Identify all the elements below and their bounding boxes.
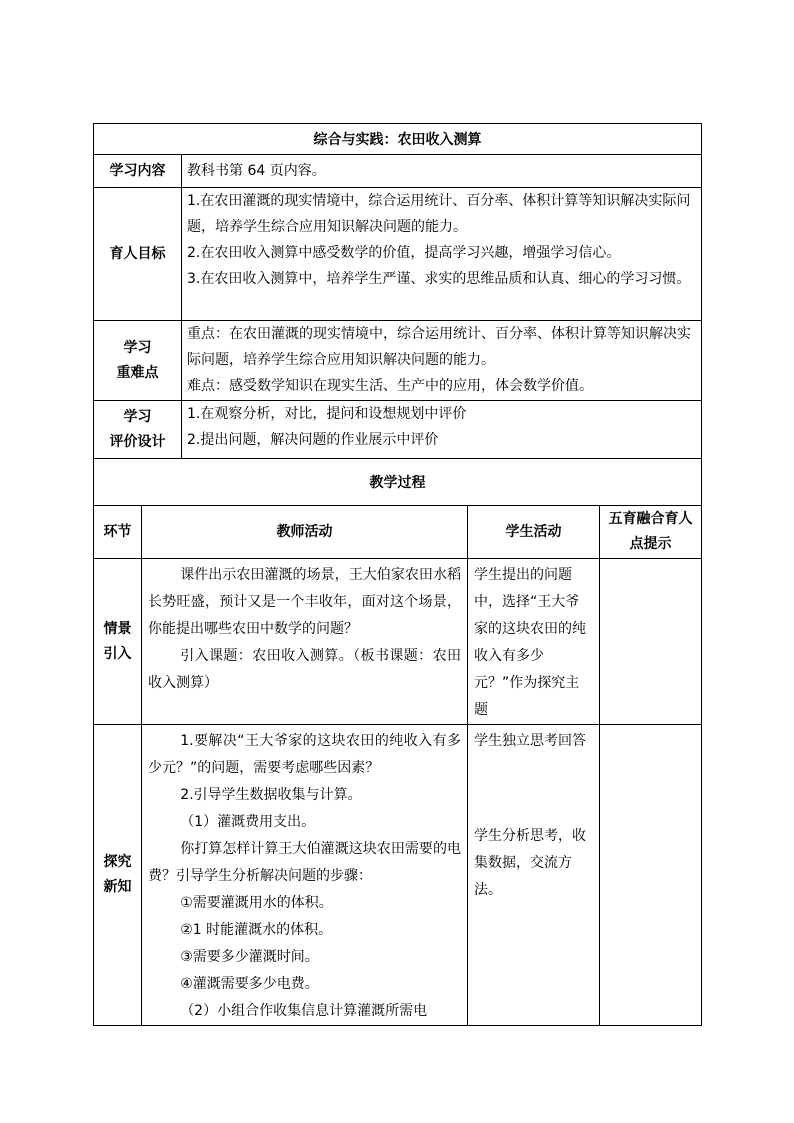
label-line: 重难点 [116, 364, 159, 381]
student-activity-intro [468, 559, 600, 725]
stage-name-line: 情景 [103, 620, 132, 637]
label-line: 学习 [123, 339, 152, 356]
evaluation-item: 2.提出问题，解决问题的作业展示中评价 [187, 432, 439, 448]
process-title: 教学过程 [94, 459, 702, 506]
content-text: 教科书第 64 页内容。 [182, 155, 702, 188]
student-paragraph: 学生提出的问题中，选择“王大爷家的这块农田的纯收入有多少元？”作为探究主题 [474, 567, 586, 718]
teacher-paragraph: ④灌溉需要多少电费。 [180, 976, 319, 992]
hint-intro [600, 559, 702, 725]
teacher-paragraph: 引入课题：农田收入测算。（板书课题：农田收入测算） [148, 648, 461, 691]
evaluation-item: 1.在观察分析，对比，提问和设想规划中评价 [187, 406, 467, 422]
student-activity-explore [468, 725, 600, 1026]
teacher-activity-explore [142, 725, 468, 1026]
goals-list [182, 188, 702, 321]
stage-name-intro [94, 559, 142, 725]
document-title: 综合与实践：农田收入测算 [94, 124, 702, 155]
label-line: 评价设计 [109, 433, 166, 450]
stage-name-line: 引入 [103, 645, 132, 662]
header-stage: 环节 [94, 506, 142, 559]
spacer [474, 755, 593, 823]
goal-item: 2.在农田收入测算中感受数学的价值，提高学习兴趣，增强学习信心。 [187, 245, 621, 261]
teacher-paragraph: 你打算怎样计算王大伯灌溉这块农田需要的电费？引导学生分析解决问题的步骤： [148, 841, 461, 884]
header-student: 学生活动 [468, 506, 600, 559]
key-points-list [182, 321, 702, 401]
teacher-paragraph: ②1 时能灌溉水的体积。 [180, 922, 333, 938]
teacher-paragraph: （1）灌溉费用支出。 [180, 814, 316, 830]
label-goals: 育人目标 [94, 188, 182, 321]
stage-name-explore [94, 725, 142, 1026]
stage-name-line: 探究 [103, 854, 132, 870]
teacher-activity-intro [142, 559, 468, 725]
label-evaluation [94, 401, 182, 459]
stage-name-line: 新知 [103, 879, 132, 895]
key-point-item: 难点：感受数学知识在现实生活、生产中的应用，体会数学价值。 [187, 378, 593, 394]
teacher-paragraph: ①需要灌溉用水的体积。 [180, 895, 333, 911]
teacher-paragraph: 课件出示农田灌溉的场景，王大伯家农田水稻长势旺盛，预计又是一个丰收年，面对这个场景，你能提出哪些农田中数学的问题？ [148, 567, 461, 637]
key-point-item: 重点：在农田灌溉的现实情境中，综合运用统计、百分率、体积计算等知识解决实际问题，培养学生综合应用知识解决问题的能力。 [187, 326, 691, 368]
header-teacher: 教师活动 [142, 506, 468, 559]
goal-item: 1.在农田灌溉的现实情境中，综合运用统计、百分率、体积计算等知识解决实际问题，培养学生综合应用知识解决问题的能力。 [187, 193, 691, 235]
teacher-paragraph: 1.要解决“王大爷家的这块农田的纯收入有多少元？”的问题，需要考虑哪些因素？ [148, 733, 461, 776]
label-content: 学习内容 [94, 155, 182, 188]
teacher-paragraph: ③需要多少灌溉时间。 [180, 949, 319, 965]
hint-explore [600, 725, 702, 1026]
evaluation-list [182, 401, 702, 459]
lesson-plan-table [93, 123, 702, 1026]
goal-item: 3.在农田收入测算中，培养学生严谨、求实的思维品质和认真、细心的学习习惯。 [187, 271, 691, 287]
teacher-paragraph: 2.引导学生数据收集与计算。 [180, 787, 362, 803]
label-key-points [94, 321, 182, 401]
teacher-paragraph: （2）小组合作收集信息计算灌溉所需电 [180, 1003, 428, 1019]
label-line: 学习 [123, 408, 152, 425]
student-paragraph: 学生独立思考回答 [474, 733, 586, 749]
header-hint: 五育融合育人点提示 [600, 506, 702, 559]
student-paragraph: 学生分析思考，收集数据，交流方法。 [474, 828, 586, 898]
